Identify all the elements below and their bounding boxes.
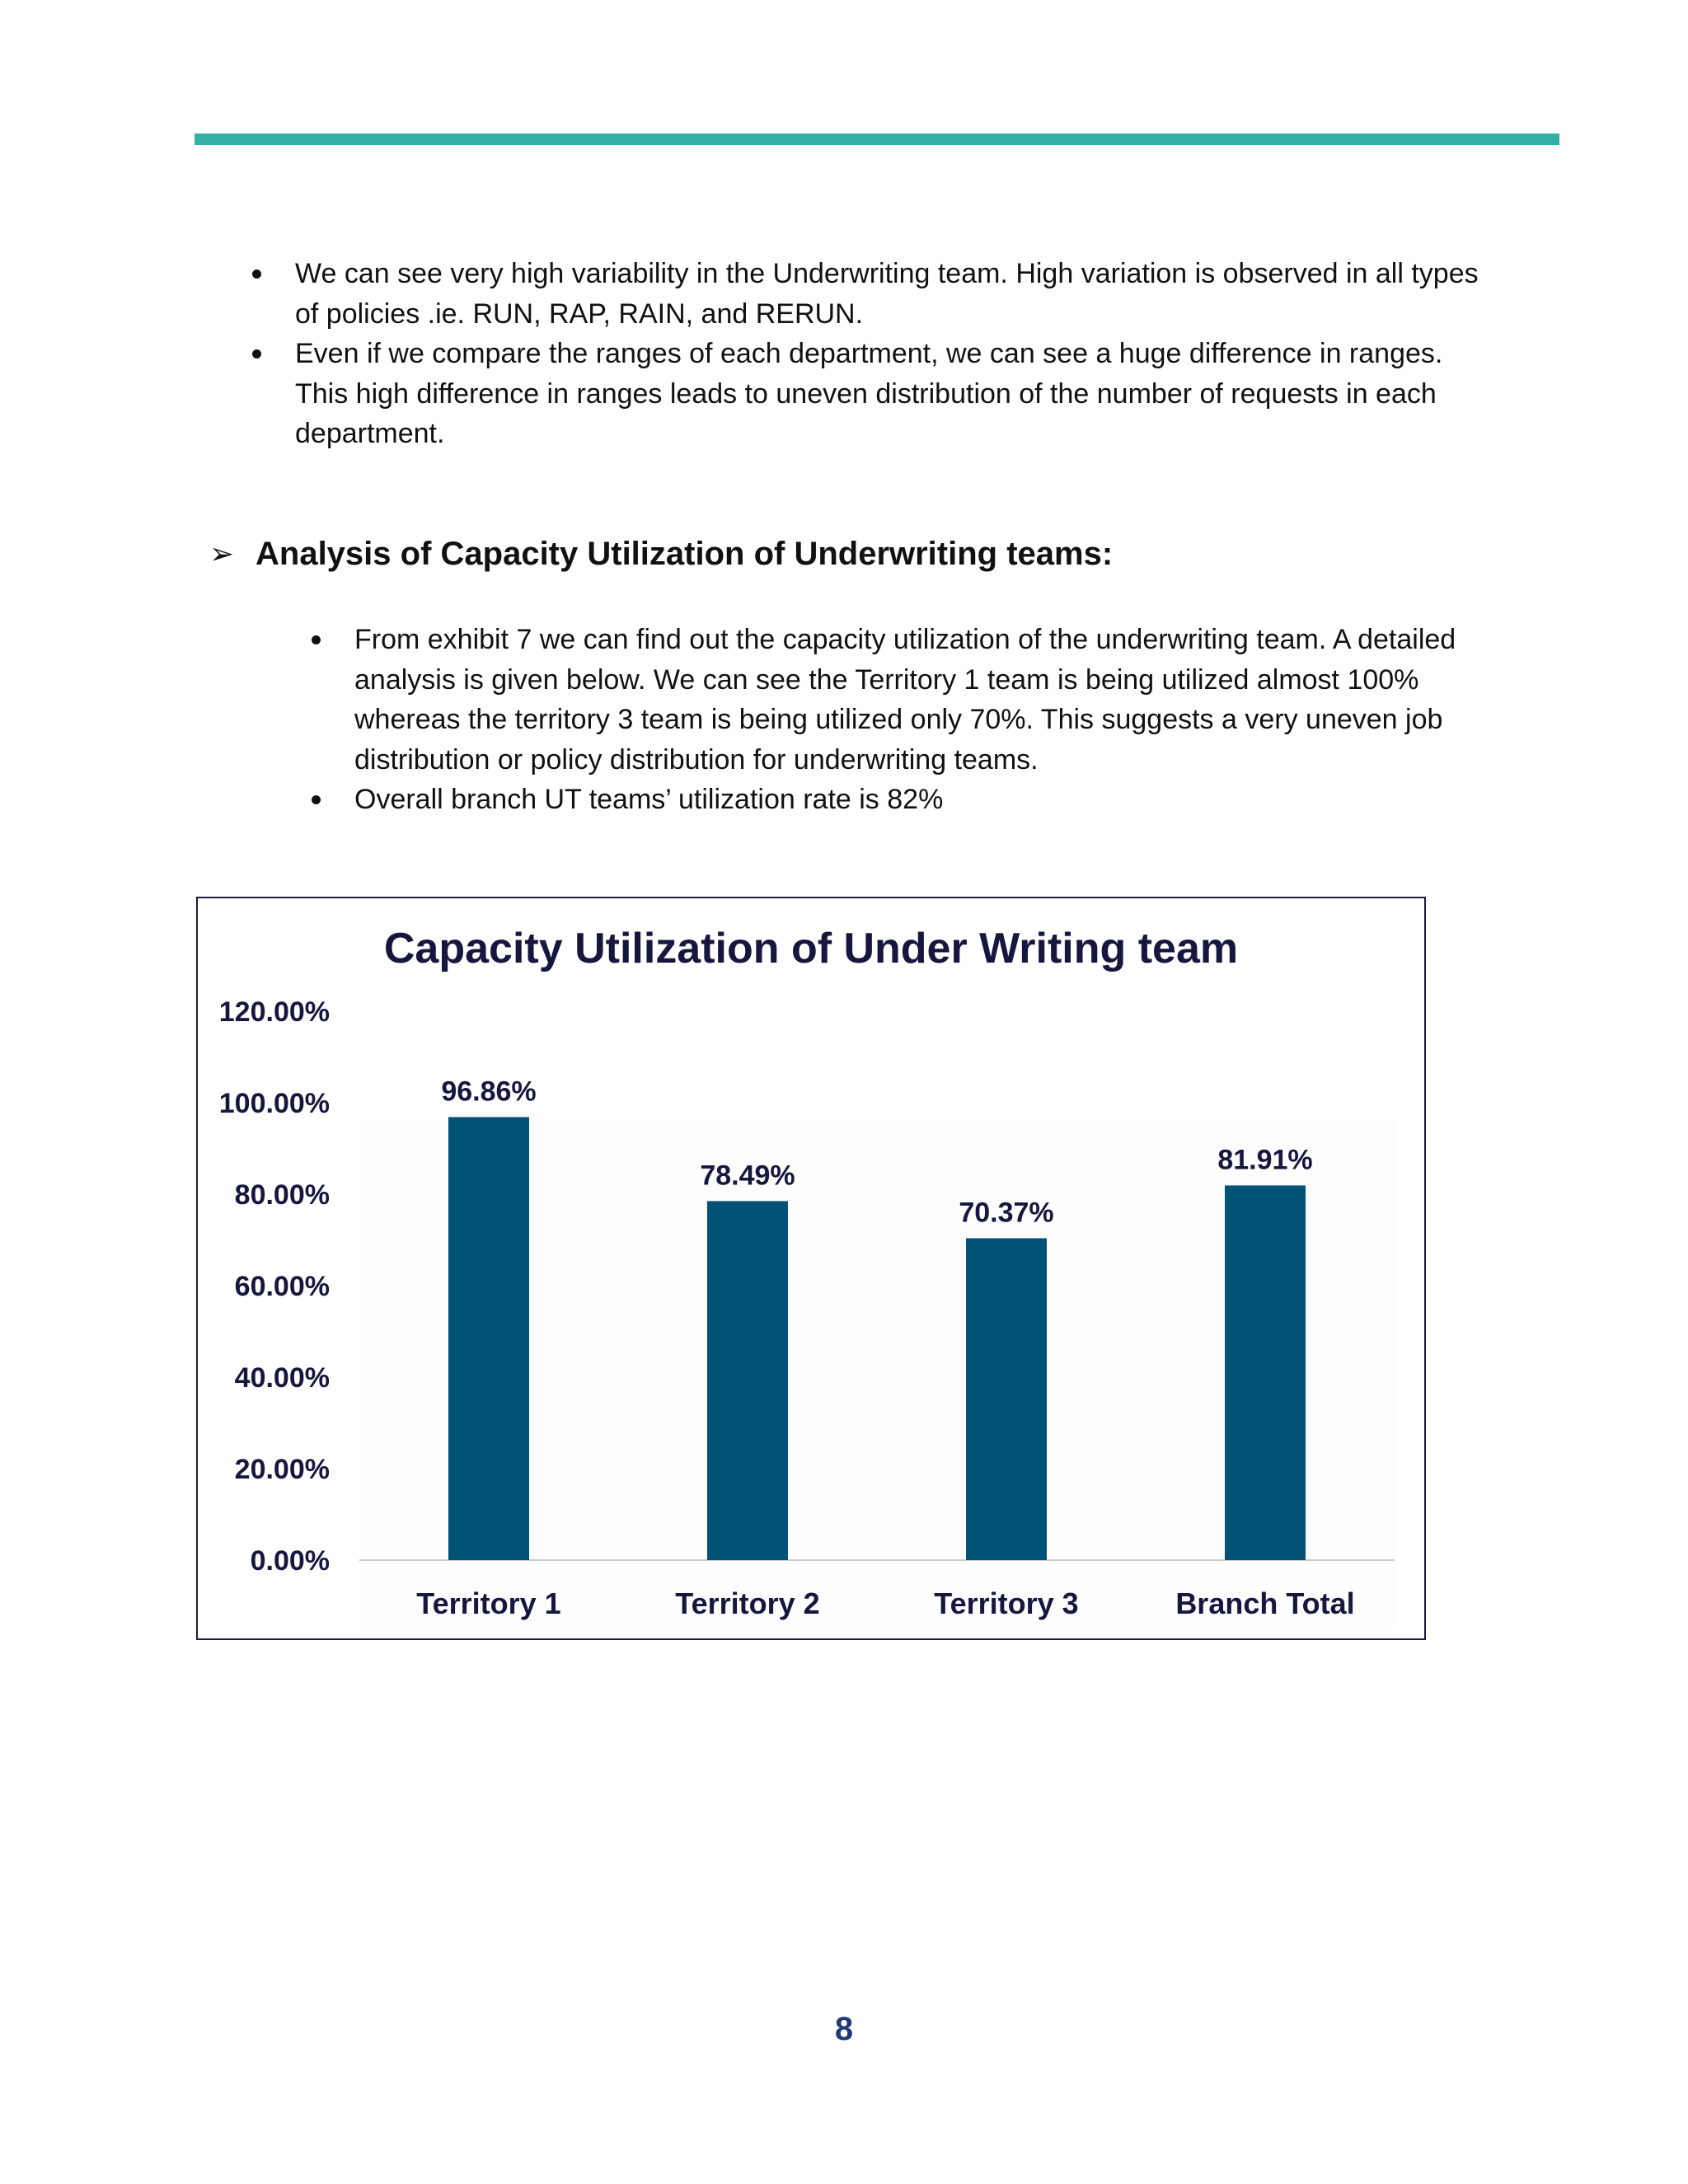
arrowhead-bullet-icon: ➢ [209, 537, 235, 570]
chart-frame [196, 897, 1426, 1640]
bar-value-label: 70.37% [959, 1197, 1054, 1229]
y-tick-label: 40.00% [234, 1362, 330, 1394]
analysis-bullet-list [354, 620, 1508, 820]
y-tick-label: 20.00% [234, 1454, 330, 1485]
x-category-label: Territory 3 [934, 1586, 1079, 1620]
bar-value-label: 78.49% [700, 1160, 795, 1192]
bar [707, 1201, 788, 1560]
intro-bullet-2: Even if we compare the ranges of each department, we can see a huge difference in ranges. This high difference in ranges leads to uneven distribution of the number of requests in each department. [295, 334, 1498, 454]
y-tick-label: 0.00% [250, 1545, 330, 1577]
bar [966, 1238, 1047, 1560]
y-tick-label: 60.00% [234, 1271, 330, 1302]
y-tick-label: 120.00% [218, 996, 330, 1028]
capacity-utilization-chart [198, 898, 1424, 1638]
chart-title: Capacity Utilization of Under Writing team [383, 925, 1239, 972]
section-heading [209, 531, 1113, 577]
y-tick-label: 80.00% [234, 1179, 330, 1211]
intro-bullet-1: We can see very high variability in the Underwriting team. High variation is observed in all types of policies .ie. RUN, RAP, RAIN, and RERUN. [295, 254, 1498, 334]
page-number: 8 [834, 2011, 854, 2047]
header-rule [195, 134, 1559, 145]
bar-value-label: 81.91% [1217, 1144, 1313, 1176]
bar [1225, 1185, 1306, 1560]
x-category-label: Territory 2 [675, 1586, 820, 1620]
analysis-bullet-2: Overall branch UT teams’ utilization rate is 82% [354, 780, 1508, 820]
intro-bullet-list [295, 254, 1498, 454]
y-tick-label: 100.00% [218, 1088, 330, 1119]
section-heading-text: Analysis of Capacity Utilization of Underwriting teams: [256, 535, 1114, 572]
bar [448, 1117, 529, 1560]
bar-value-label: 96.86% [441, 1076, 537, 1108]
x-category-label: Territory 1 [416, 1586, 561, 1620]
analysis-bullet-1: From exhibit 7 we can find out the capacity utilization of the underwriting team. A detailed analysis is given below. We can see the Territory 1 team is being utilized almost 100% whereas the territory 3 team is being utilized only 70%. This suggests a very uneven job distribution or policy distribution for underwriting teams. [354, 620, 1508, 780]
x-category-label: Branch Total [1175, 1586, 1355, 1620]
